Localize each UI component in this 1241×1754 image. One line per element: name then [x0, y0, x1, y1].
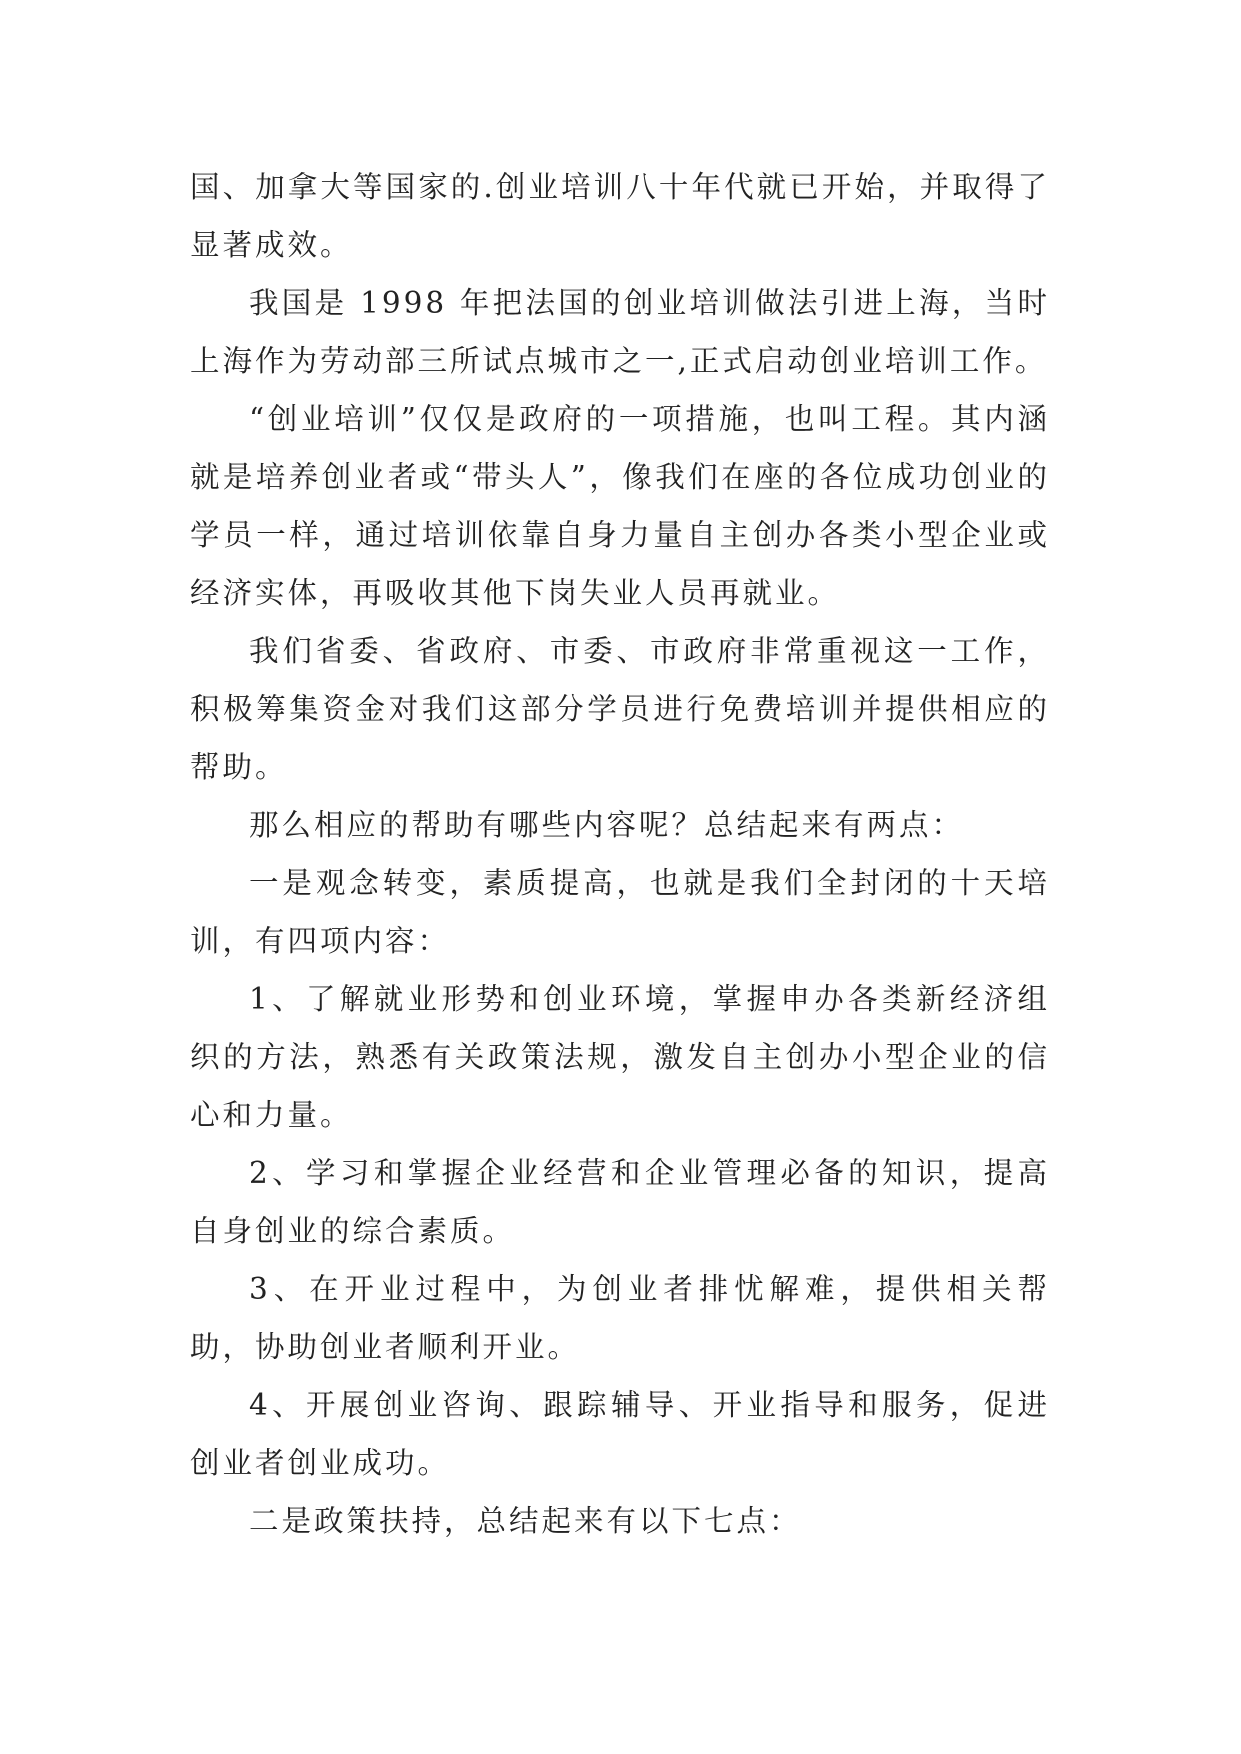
list-item-4: 4、开展创业咨询、跟踪辅导、开业指导和服务，促进创业者创业成功。 [190, 1388, 1050, 1480]
paragraph-shanghai-pilot: 我国是 1998 年把法国的创业培训做法引进上海，当时上海作为劳动部三所试点城市之一,正式启动创业培训工作。 [190, 286, 1050, 378]
paragraph-government-support: 我们省委、省政府、市委、市政府非常重视这一工作，积极筹集资金对我们这部分学员进行免费培训并提供相应的帮助。 [190, 634, 1050, 784]
paragraph-point-two: 二是政策扶持，总结起来有以下七点： [249, 1504, 802, 1538]
document-page [190, 158, 1050, 1550]
paragraph-help-question: 那么相应的帮助有哪些内容呢？总结起来有两点： [249, 808, 965, 842]
list-item-2: 2、学习和掌握企业经营和企业管理必备的知识，提高自身创业的综合素质。 [190, 1156, 1050, 1248]
list-item-1: 1、了解就业形势和创业环境，掌握申办各类新经济组织的方法，熟悉有关政策法规，激发自主创办小型企业的信心和力量。 [190, 982, 1050, 1132]
list-item-3: 3、在开业过程中，为创业者排忧解难，提供相关帮助，协助创业者顺利开业。 [190, 1272, 1050, 1364]
paragraph-1-continuation: 国、加拿大等国家的.创业培训八十年代就已开始，并取得了显著成效。 [190, 170, 1050, 262]
paragraph-point-one: 一是观念转变，素质提高，也就是我们全封闭的十天培训，有四项内容： [190, 866, 1050, 958]
paragraph-training-definition: “创业培训”仅仅是政府的一项措施，也叫工程。其内涵就是培养创业者或“带头人”，像我们在座的各位成功创业的学员一样，通过培训依靠自身力量自主创办各类小型企业或经济实体，再吸收其他下岗失业人员再就业。 [190, 402, 1050, 610]
